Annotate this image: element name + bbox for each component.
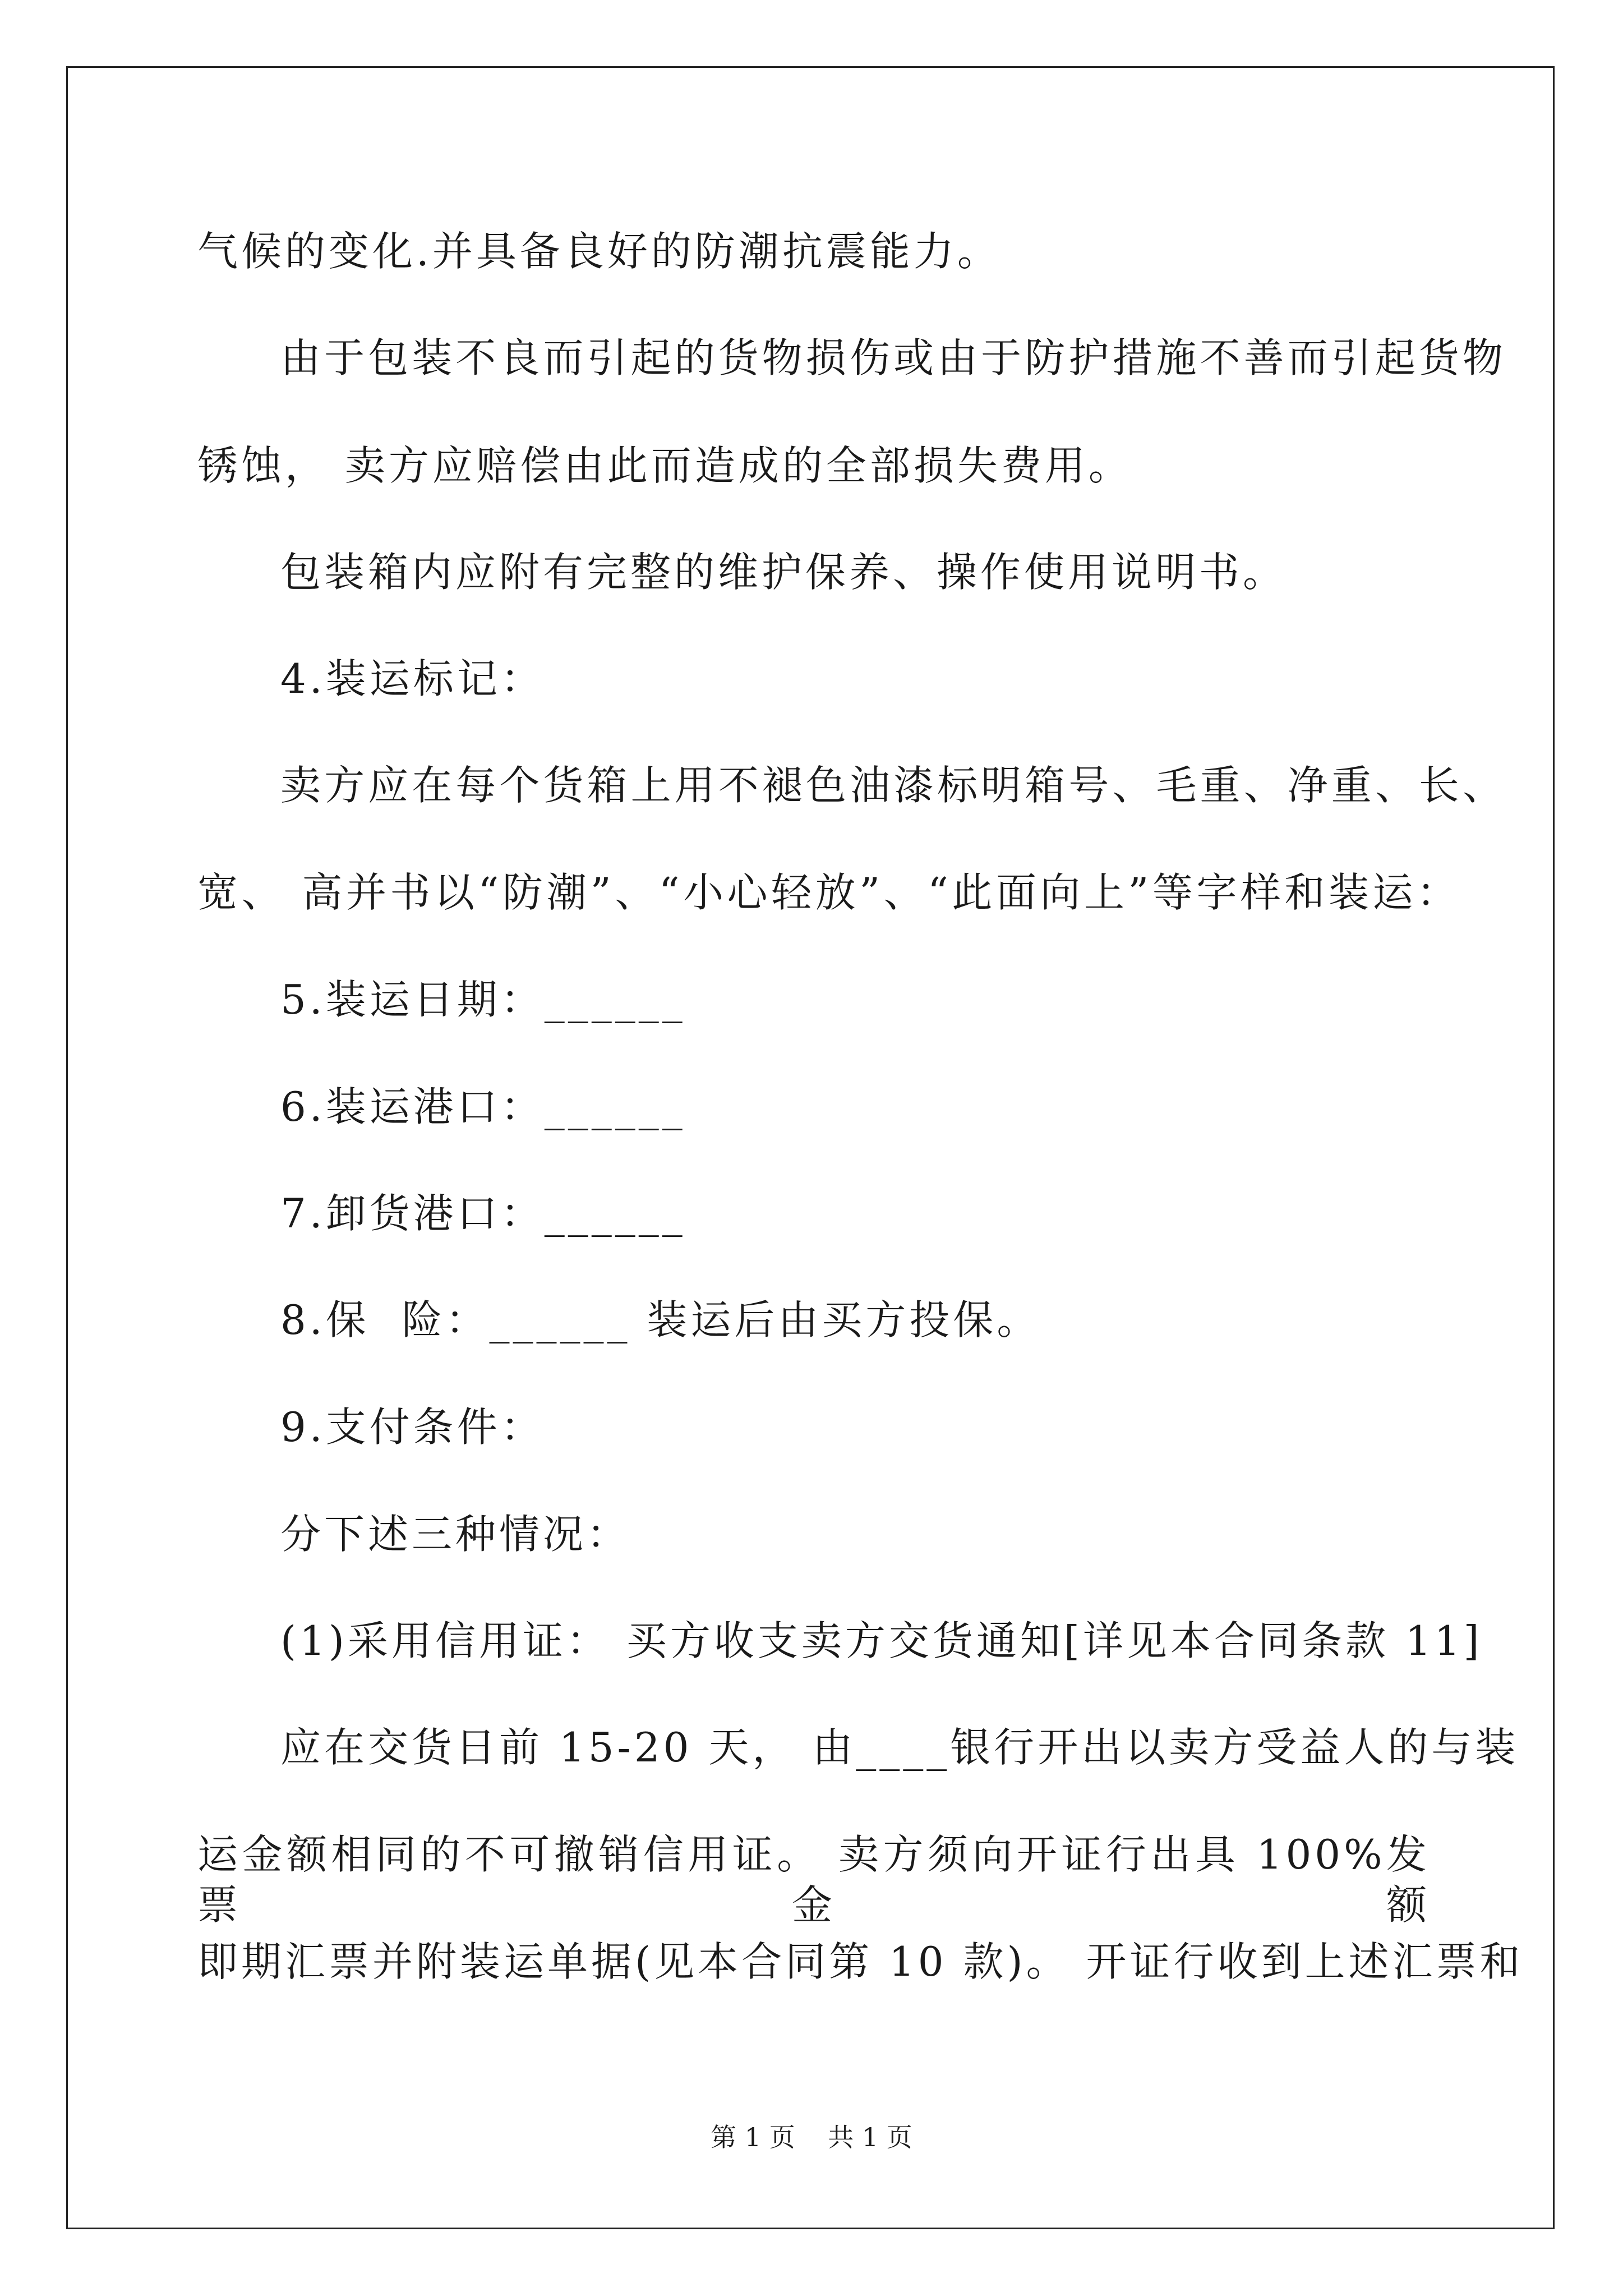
section-heading: 5.装运日期：______ [280, 976, 686, 1023]
paragraph-line: 分下述三种情况： [280, 1511, 631, 1558]
paragraph-line: 锈蚀， 卖方应赔偿由此而造成的全部损失费用。 [197, 442, 1132, 489]
paragraph-line: 宽、 高并书以“防潮”、“小心轻放”、“此面向上”等字样和装运： [197, 869, 1460, 916]
page-footer: 第 1 页 共 1 页 [711, 2122, 912, 2152]
section-heading: 7.卸货港口：______ [280, 1190, 686, 1237]
paragraph-line: (1)采用信用证： 买方收支卖方交货通知[详见本合同条款 11] [280, 1617, 1483, 1664]
paragraph-line: 气候的变化.并具备良好的防潮抗震能力。 [197, 228, 1001, 275]
paragraph-line: 应在交货日前 15-20 天， 由____银行开出以卖方受益人的与装 [280, 1724, 1519, 1771]
section-heading: 4.装运标记： [280, 655, 545, 702]
paragraph-line: 运金额相同的不可撤销信用证。 卖方须向开证行出具 100%发票金额 [197, 1831, 1430, 1929]
paragraph-line: 即期汇票并附装运单据(见本合同第 10 款)。 开证行收到上述汇票和 [197, 1938, 1524, 1985]
paragraph-line: 卖方应在每个货箱上用不褪色油漆标明箱号、毛重、净重、长、 [280, 762, 1506, 809]
section-heading: 8.保 险：______ 装运后由买方投保。 [280, 1296, 1041, 1343]
paragraph-line: 由于包装不良而引起的货物损伤或由于防护措施不善而引起货物 [280, 334, 1506, 381]
paragraph-line: 包装箱内应附有完整的维护保养、操作使用说明书。 [280, 549, 1287, 596]
section-heading: 9.支付条件： [280, 1404, 545, 1451]
section-heading: 6.装运港口：______ [280, 1083, 686, 1130]
